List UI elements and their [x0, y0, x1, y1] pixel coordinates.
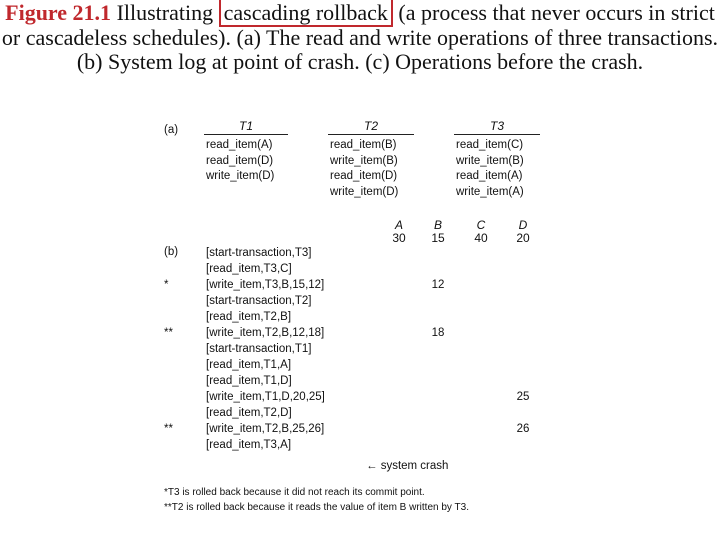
log-mark	[164, 437, 184, 453]
log-value-b: 18	[431, 327, 445, 339]
system-crash-label: ← system crash	[366, 460, 449, 472]
log-value-b	[423, 245, 453, 261]
item-header-a: A	[394, 218, 403, 232]
log-entry: [start-transaction,T1]	[206, 343, 312, 355]
t3-op: write_item(A)	[456, 185, 524, 198]
log-value-b	[423, 357, 453, 373]
log-entry: [read_item,T2,B]	[206, 311, 292, 323]
t1-header: T1	[238, 119, 253, 133]
log-value-d	[508, 405, 538, 421]
log-mark	[164, 357, 184, 373]
t1-operations	[206, 138, 274, 185]
t3-header-rule	[454, 134, 540, 135]
initial-value-b: 15	[431, 231, 445, 245]
log-value-b	[423, 373, 453, 389]
log-value-b	[423, 437, 453, 453]
t2-op: read_item(B)	[330, 139, 397, 151]
log-entry: [read_item,T2,D]	[206, 407, 292, 419]
log-values-b	[423, 245, 453, 453]
log-value-d	[508, 293, 538, 309]
log-mark	[164, 293, 184, 309]
log-value-b	[423, 261, 453, 277]
initial-value-d: 20	[516, 231, 530, 245]
log-value-d	[508, 325, 538, 341]
t2-header-rule	[328, 134, 414, 135]
log-value-b	[423, 309, 453, 325]
footnote-t3: *T3 is rolled back because it did not reach its commit point.	[164, 487, 425, 498]
figure-caption	[0, 1, 720, 75]
item-header-d: D	[518, 218, 528, 232]
t1-op: read_item(A)	[206, 139, 273, 151]
log-value-d	[508, 341, 538, 357]
log-entry: [write_item,T2,B,25,26]	[206, 423, 325, 435]
footnote-t2: **T2 is rolled back because it reads the value of item B written by T3.	[164, 502, 469, 513]
initial-value-a: 30	[392, 231, 406, 245]
log-value-d: 25	[516, 391, 530, 403]
log-entry: [start-transaction,T3]	[206, 247, 312, 259]
t2-op: read_item(D)	[330, 170, 398, 183]
t2-op: write_item(B)	[330, 154, 398, 167]
log-value-d	[508, 373, 538, 389]
log-mark	[164, 373, 184, 389]
t1-header-rule	[204, 134, 288, 135]
log-value-b	[423, 405, 453, 421]
t2-op: write_item(D)	[330, 185, 399, 198]
t1-op: read_item(D)	[206, 154, 274, 167]
log-value-b	[423, 421, 453, 437]
log-entry: [read_item,T1,A]	[206, 359, 292, 371]
log-mark	[164, 389, 184, 405]
log-mark	[164, 261, 184, 277]
log-entry: [start-transaction,T2]	[206, 295, 312, 307]
caption-highlight: cascading rollback	[219, 0, 393, 27]
log-entry: [write_item,T1,D,20,25]	[206, 391, 325, 403]
log-value-b	[423, 293, 453, 309]
item-header-b: B	[433, 218, 442, 232]
t3-header: T3	[489, 119, 504, 133]
item-header-c: C	[476, 218, 486, 232]
log-entry: [write_item,T3,B,15,12]	[206, 279, 325, 291]
caption-text-after: (a process that never occurs in strict or cascadeless schedules). (a) The read and write operations of three transactions. (b) System log at point of crash. (c) Operations before the crash.	[1, 0, 719, 74]
initial-value-c: 40	[474, 231, 488, 245]
t1-op: write_item(D)	[206, 170, 275, 183]
log-mark: *	[164, 279, 169, 291]
log-value-d	[508, 277, 538, 293]
log-value-d	[508, 309, 538, 325]
figure-label: Figure 21.1	[5, 0, 112, 25]
log-marks	[164, 245, 184, 453]
log-value-d	[508, 245, 538, 261]
log-value-b	[423, 389, 453, 405]
t3-op: read_item(C)	[456, 139, 524, 151]
log-entry: [read_item,T3,C]	[206, 263, 292, 275]
log-entry: [read_item,T1,D]	[206, 375, 292, 387]
t3-op: read_item(A)	[456, 170, 523, 183]
log-mark	[164, 309, 184, 325]
log-mark	[164, 245, 184, 261]
log-value-b	[423, 341, 453, 357]
t2-header: T2	[363, 119, 378, 133]
log-entry: [read_item,T3,A]	[206, 439, 292, 451]
part-b-label: (b)	[164, 246, 179, 258]
t3-operations	[456, 138, 524, 200]
log-mark: **	[164, 423, 173, 435]
part-a-label: (a)	[164, 124, 179, 136]
log-value-d	[508, 357, 538, 373]
log-mark: **	[164, 327, 173, 339]
log-mark	[164, 341, 184, 357]
log-value-d	[508, 437, 538, 453]
log-value-b: 12	[431, 279, 445, 291]
t2-operations	[330, 138, 398, 200]
log-entries	[206, 245, 325, 453]
log-value-d: 26	[516, 423, 530, 435]
log-values-d	[508, 245, 538, 453]
t3-op: write_item(B)	[456, 154, 524, 167]
log-mark	[164, 405, 184, 421]
log-value-d	[508, 261, 538, 277]
log-entry: [write_item,T2,B,12,18]	[206, 327, 325, 339]
caption-text-before: Illustrating	[116, 0, 214, 25]
